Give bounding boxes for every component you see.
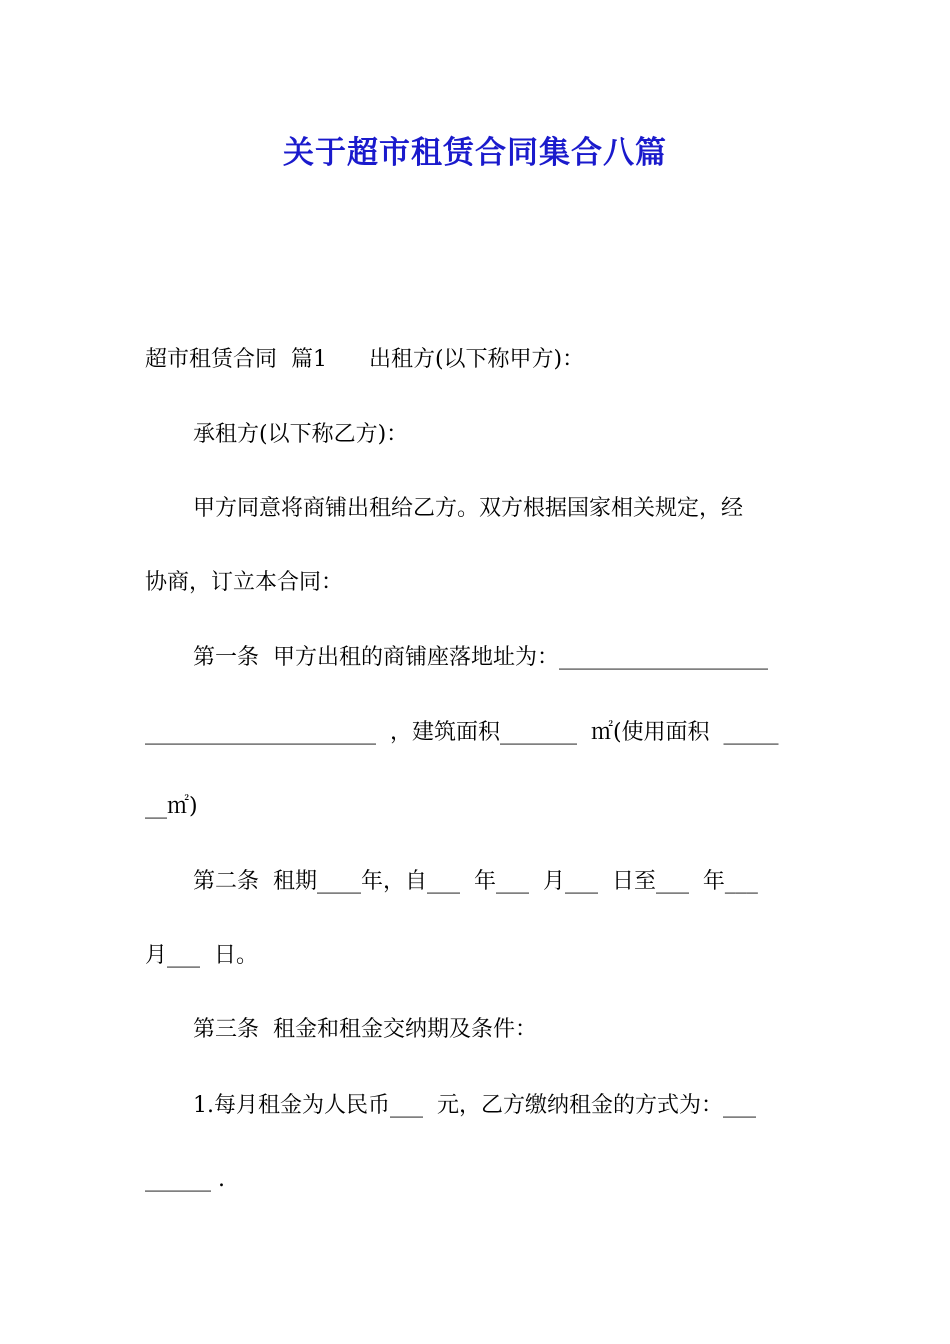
rent-clause-line-2: ______ . xyxy=(145,1167,225,1192)
lessee-line: 承租方(以下称乙方)： xyxy=(193,422,409,447)
agreement-paragraph-line-1: 甲方同意将商铺出租给乙方。双方根据国家相关规定，经 xyxy=(193,496,744,521)
agreement-paragraph-line-2: 协商，订立本合同： xyxy=(145,570,344,595)
article-1-line-2: _____________________ ，建筑面积_______ ㎡(使用面积 _____ xyxy=(145,720,779,745)
article-2-line-1: 第二条 租期____年，自___ 年___ 月___ 日至___ 年___ xyxy=(193,869,758,894)
article-1-line-3: __㎡) xyxy=(145,794,198,819)
article-1-line-1: 第一条 甲方出租的商铺座落地址为：___________________ xyxy=(193,645,768,670)
article-2-line-2: 月___ 日。 xyxy=(145,943,258,968)
rent-clause-line-1: 1.每月租金为人民币___ 元，乙方缴纳租金的方式为：___ xyxy=(193,1093,756,1118)
contract-heading-line: 超市租赁合同 篇1 出租方(以下称甲方)： xyxy=(145,347,585,372)
article-3-heading: 第三条 租金和租金交纳期及条件： xyxy=(193,1017,537,1042)
document-title: 关于超市租赁合同集合八篇 xyxy=(283,135,667,171)
